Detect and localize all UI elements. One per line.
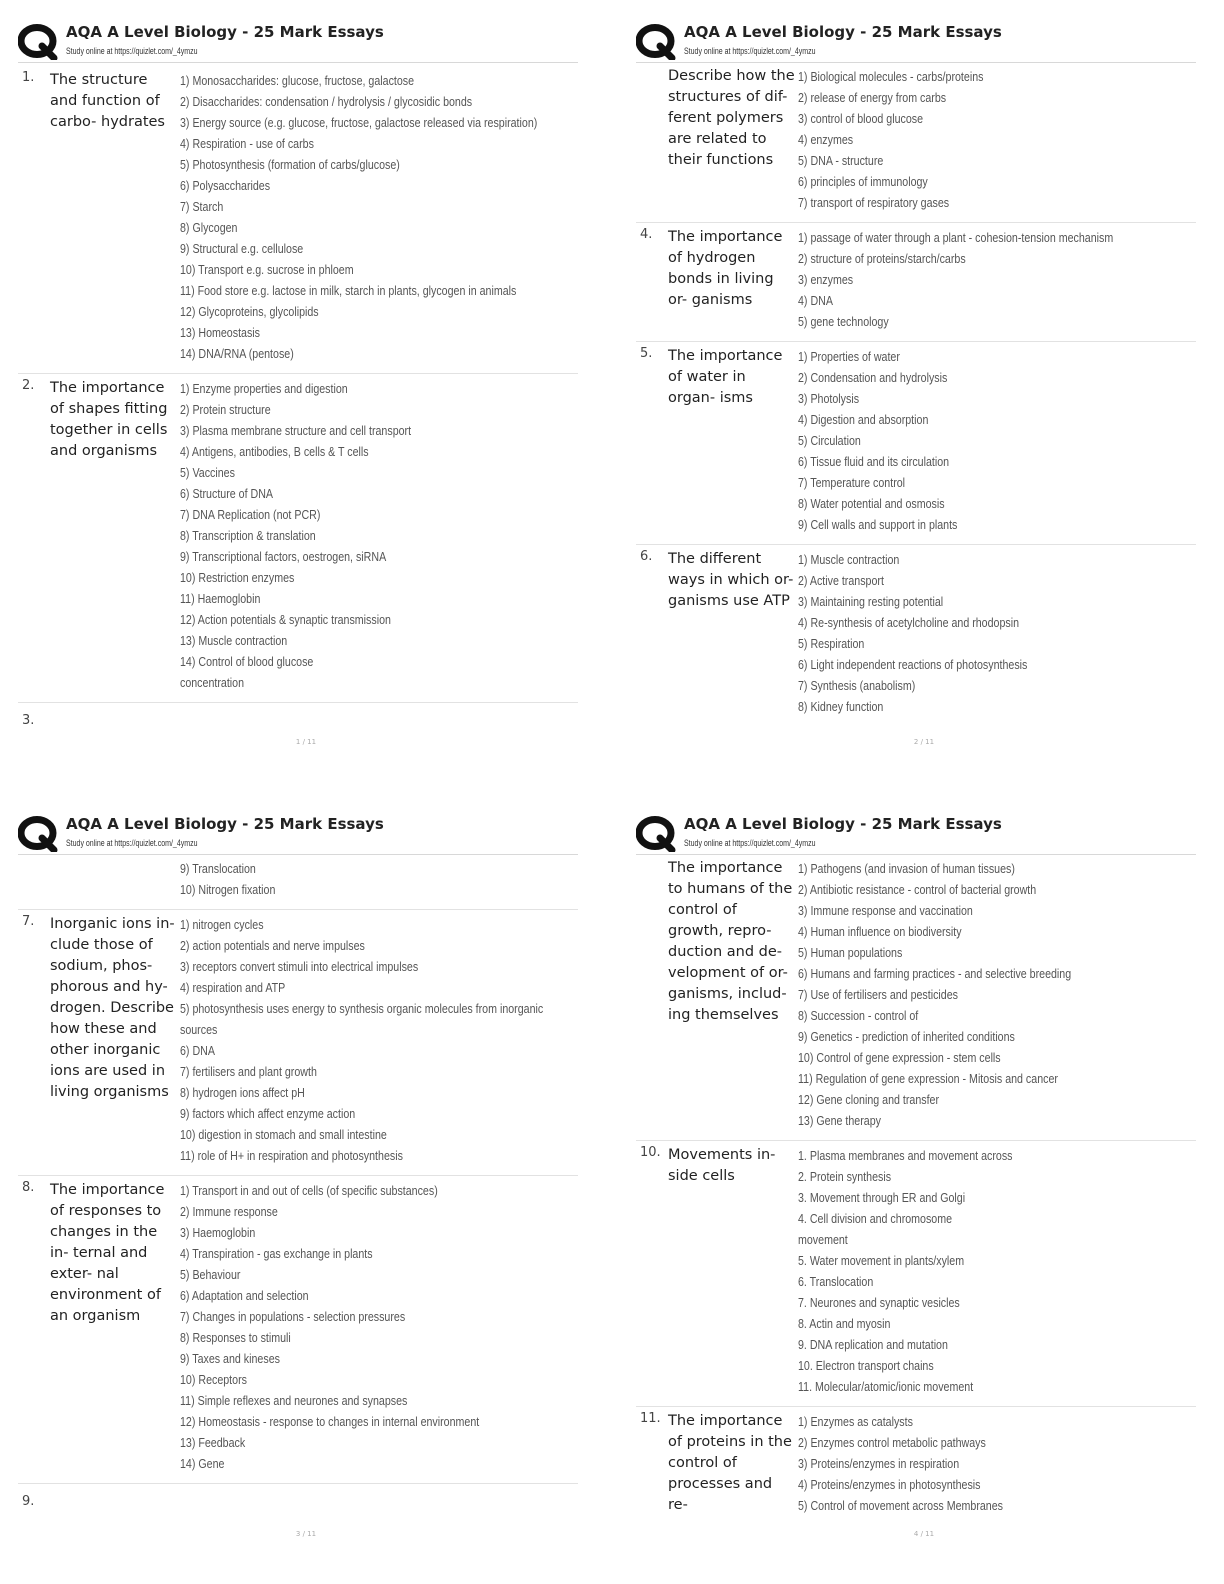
card-definition (798, 1145, 1196, 1397)
definition-line: movement (798, 1232, 848, 1247)
definition-line: 4) Re-synthesis of acetylcholine and rhodopsin (798, 615, 1020, 630)
definition-line: 2) Condensation and hydrolysis (798, 370, 948, 385)
document-page-3 (0, 792, 612, 1584)
card-row (636, 342, 1196, 545)
definition-line: 7) Use of fertilisers and pesticides (798, 987, 958, 1002)
definition-line: 2) Active transport (798, 573, 884, 588)
definition-line: 1) Pathogens (and invasion of human tissues) (798, 861, 1015, 876)
definition-line: 14) DNA/RNA (pentose) (180, 346, 294, 361)
card-term: The importance of shapes fitting together in cells and organisms (50, 380, 168, 459)
definition-line: 6) Tissue fluid and its circulation (798, 454, 950, 469)
card-term: The importance of water in organ- isms (668, 348, 783, 406)
definition-line: 10) Receptors (180, 1372, 247, 1387)
page-header (18, 22, 578, 63)
definition-line: 4) Antigens, antibodies, B cells & T cells (180, 444, 369, 459)
definition-line: 3) Photolysis (798, 391, 860, 406)
document-page-4 (618, 792, 1224, 1584)
definition-line: 3) Haemoglobin (180, 1225, 256, 1240)
card-definition (180, 1180, 578, 1474)
definition-line: 10) Restriction enzymes (180, 570, 295, 585)
card-row (636, 545, 1196, 726)
study-online-link[interactable]: Study online at https://quizlet.com/_4ymzu (684, 46, 816, 56)
study-online-link[interactable]: Study online at https://quizlet.com/_4ymzu (66, 46, 198, 56)
definition-line: sources (180, 1022, 218, 1037)
card-row (636, 854, 1196, 1141)
study-online-link[interactable]: Study online at https://quizlet.com/_4ymzu (66, 838, 198, 848)
definition-line: 10) Transport e.g. sucrose in phloem (180, 262, 354, 277)
card-definition (798, 346, 1196, 535)
card-number: 2. (22, 378, 35, 393)
definition-line: 11. Molecular/atomic/ionic movement (798, 1379, 974, 1394)
definition-line: 1) nitrogen cycles (180, 917, 264, 932)
definition-line: 7) transport of respiratory gases (798, 195, 950, 210)
definition-line: 5) Human populations (798, 945, 903, 960)
definition-line: 9) Transcriptional factors, oestrogen, siRNA (180, 549, 387, 564)
card-definition (180, 378, 578, 693)
page-number: 3 / 11 (295, 1530, 317, 1538)
definition-line: 4. Cell division and chromosome (798, 1211, 953, 1226)
definition-line: 1) Properties of water (798, 349, 900, 364)
definition-line: 10) Nitrogen fixation (180, 882, 276, 897)
definition-line: 5) Control of movement across Membranes (798, 1498, 1003, 1513)
card-row (18, 910, 578, 1176)
card-row-continued (18, 1484, 578, 1520)
definition-line: 1) Muscle contraction (798, 552, 900, 567)
card-number: 11. (640, 1411, 661, 1426)
definition-line: 2) action potentials and nerve impulses (180, 938, 365, 953)
definition-line: 6) Humans and farming practices - and selective breeding (798, 966, 1072, 981)
definition-line: 7) DNA Replication (not PCR) (180, 507, 321, 522)
card-definition (798, 66, 1196, 213)
definition-line: 7) Starch (180, 199, 224, 214)
definition-line: 13) Feedback (180, 1435, 246, 1450)
definition-line: 3) enzymes (798, 272, 854, 287)
definition-line: 13) Homeostasis (180, 325, 260, 340)
definition-line: 4) Transpiration - gas exchange in plants (180, 1246, 373, 1261)
definition-line: concentration (180, 675, 245, 690)
card-row (636, 1141, 1196, 1407)
card-definition (180, 914, 578, 1166)
definition-line: 3) Maintaining resting potential (798, 594, 944, 609)
definition-line: 2. Protein synthesis (798, 1169, 892, 1184)
definition-line: 12) Homeostasis - response to changes in internal environment (180, 1414, 480, 1429)
definition-line: 4) Proteins/enzymes in photosynthesis (798, 1477, 981, 1492)
definition-line: 5) Photosynthesis (formation of carbs/glucose) (180, 157, 400, 172)
page-number: 2 / 11 (913, 738, 935, 746)
definition-line: 8. Actin and myosin (798, 1316, 891, 1331)
page-title: AQA A Level Biology - 25 Mark Essays (684, 23, 1002, 41)
card-row-continued (18, 703, 578, 739)
definition-line: 9) Taxes and kineses (180, 1351, 280, 1366)
card-row (636, 62, 1196, 223)
definition-line: 6) Structure of DNA (180, 486, 274, 501)
card-list (18, 854, 578, 1520)
definition-line: 14) Control of blood glucose (180, 654, 314, 669)
card-number: 8. (22, 1180, 35, 1195)
definition-line: 9) Genetics - prediction of inherited conditions (798, 1029, 1015, 1044)
definition-line: 14) Gene (180, 1456, 225, 1471)
definition-line: 8) Succession - control of (798, 1008, 919, 1023)
card-definition (798, 858, 1196, 1131)
definition-line: 2) Antibiotic resistance - control of bacterial growth (798, 882, 1037, 897)
definition-line: 11) Food store e.g. lactose in milk, starch in plants, glycogen in animals (180, 283, 517, 298)
page-header (636, 814, 1196, 855)
definition-line: 4) Human influence on biodiversity (798, 924, 962, 939)
page-title: AQA A Level Biology - 25 Mark Essays (66, 815, 384, 833)
definition-line: 12) Gene cloning and transfer (798, 1092, 940, 1107)
definition-line: 3) Energy source (e.g. glucose, fructose, galactose released via respiration) (180, 115, 538, 130)
definition-line: 10. Electron transport chains (798, 1358, 934, 1373)
card-row (636, 1407, 1196, 1525)
definition-line: 6) Polysaccharides (180, 178, 271, 193)
document-page-1 (0, 0, 612, 792)
definition-line: 8) Water potential and osmosis (798, 496, 945, 511)
definition-line: 1) passage of water through a plant - cohesion-tension mechanism (798, 230, 1114, 245)
card-row (18, 1176, 578, 1484)
card-list (636, 854, 1196, 1525)
definition-line: 7. Neurones and synaptic vesicles (798, 1295, 960, 1310)
quizlet-logo-icon (636, 24, 676, 60)
card-number: 3. (22, 713, 35, 728)
definition-line: 8) Glycogen (180, 220, 238, 235)
definition-line: 5. Water movement in plants/xylem (798, 1253, 965, 1268)
definition-line: 3) Immune response and vaccination (798, 903, 973, 918)
definition-line: 10) digestion in stomach and small intestine (180, 1127, 387, 1142)
card-list (18, 66, 578, 739)
definition-line: 5) gene technology (798, 314, 889, 329)
card-term: The importance of hydrogen bonds in living or- ganisms (668, 229, 783, 308)
definition-line: 1) Transport in and out of cells (of specific substances) (180, 1183, 438, 1198)
definition-line: 9) Translocation (180, 861, 256, 876)
definition-line: 2) Protein structure (180, 402, 271, 417)
definition-line: 13) Gene therapy (798, 1113, 881, 1128)
card-number: 4. (640, 227, 653, 242)
card-term: The importance of responses to changes in the in- ternal and exter- nal environment of an organism (50, 1182, 165, 1324)
card-number: 5. (640, 346, 653, 361)
definition-line: 7) Synthesis (anabolism) (798, 678, 916, 693)
card-number: 7. (22, 914, 35, 929)
definition-line: 12) Glycoproteins, glycolipids (180, 304, 319, 319)
definition-line: 12) Action potentials & synaptic transmission (180, 612, 391, 627)
definition-line: 6) DNA (180, 1043, 215, 1058)
definition-line: 3) receptors convert stimuli into electrical impulses (180, 959, 419, 974)
definition-line: 5) Circulation (798, 433, 861, 448)
definition-line: 5) photosynthesis uses energy to synthesis organic molecules from inorganic (180, 1001, 544, 1016)
definition-line: 11) Regulation of gene expression - Mitosis and cancer (798, 1071, 1058, 1086)
definition-line: 7) fertilisers and plant growth (180, 1064, 317, 1079)
card-definition (798, 227, 1196, 332)
definition-line: 1) Biological molecules - carbs/proteins (798, 69, 984, 84)
definition-line: 2) Enzymes control metabolic pathways (798, 1435, 986, 1450)
document-page-2 (618, 0, 1224, 792)
card-term: The different ways in which or- ganisms use ATP (668, 551, 794, 609)
card-number: 6. (640, 549, 653, 564)
definition-line: 4) respiration and ATP (180, 980, 286, 995)
definition-line: 3) Plasma membrane structure and cell transport (180, 423, 412, 438)
card-row (18, 854, 578, 910)
definition-line: 8) Responses to stimuli (180, 1330, 291, 1345)
definition-line: 8) hydrogen ions affect pH (180, 1085, 305, 1100)
definition-line: 2) release of energy from carbs (798, 90, 947, 105)
study-online-link[interactable]: Study online at https://quizlet.com/_4ymzu (684, 838, 816, 848)
definition-line: 7) Temperature control (798, 475, 906, 490)
card-term: The importance to humans of the control of growth, repro- duction and de- velopment of or- ganisms, includ- ing themselves (668, 860, 793, 1023)
page-header (636, 22, 1196, 63)
definition-line: 6) principles of immunology (798, 174, 928, 189)
definition-line: 4) Digestion and absorption (798, 412, 929, 427)
card-number: 10. (640, 1145, 661, 1160)
definition-line: 7) Changes in populations - selection pressures (180, 1309, 406, 1324)
definition-line: 2) structure of proteins/starch/carbs (798, 251, 966, 266)
page-header (18, 814, 578, 855)
page-number: 1 / 11 (295, 738, 317, 746)
definition-line: 6) Light independent reactions of photosynthesis (798, 657, 1028, 672)
quizlet-logo-icon (18, 24, 58, 60)
page-title: AQA A Level Biology - 25 Mark Essays (66, 23, 384, 41)
definition-line: 6. Translocation (798, 1274, 874, 1289)
definition-line: 3) control of blood glucose (798, 111, 924, 126)
definition-line: 1) Enzyme properties and digestion (180, 381, 348, 396)
definition-line: 9) factors which affect enzyme action (180, 1106, 356, 1121)
page-title: AQA A Level Biology - 25 Mark Essays (684, 815, 1002, 833)
definition-line: 10) Control of gene expression - stem cells (798, 1050, 1001, 1065)
definition-line: 8) Kidney function (798, 699, 884, 714)
definition-line: 5) DNA - structure (798, 153, 884, 168)
card-definition (798, 549, 1196, 717)
definition-line: 5) Behaviour (180, 1267, 241, 1282)
quizlet-logo-icon (18, 816, 58, 852)
definition-line: 11) Haemoglobin (180, 591, 261, 606)
page-number: 4 / 11 (913, 1530, 935, 1538)
definition-line: 3) Proteins/enzymes in respiration (798, 1456, 960, 1471)
definition-line: 13) Muscle contraction (180, 633, 288, 648)
card-term: Describe how the structures of dif- ferent polymers are related to their functions (668, 68, 795, 168)
definition-line: 9) Cell walls and support in plants (798, 517, 958, 532)
definition-line: 1) Enzymes as catalysts (798, 1414, 913, 1429)
card-list (636, 62, 1196, 726)
definition-line: 2) Disaccharides: condensation / hydrolysis / glycosidic bonds (180, 94, 473, 109)
definition-line: 11) role of H+ in respiration and photosynthesis (180, 1148, 403, 1163)
card-definition (798, 1411, 1196, 1516)
quizlet-logo-icon (636, 816, 676, 852)
definition-line: 9) Structural e.g. cellulose (180, 241, 304, 256)
definition-line: 4) Respiration - use of carbs (180, 136, 314, 151)
card-row (18, 374, 578, 703)
card-term: The importance of proteins in the control of processes and re- (668, 1413, 792, 1513)
definition-line: 5) Vaccines (180, 465, 235, 480)
card-row (636, 223, 1196, 342)
definition-line: 4) DNA (798, 293, 833, 308)
definition-line: 8) Transcription & translation (180, 528, 316, 543)
card-number: 1. (22, 70, 35, 85)
definition-line: 1) Monosaccharides: glucose, fructose, galactose (180, 73, 415, 88)
definition-line: 3. Movement through ER and Golgi (798, 1190, 966, 1205)
definition-line: 1. Plasma membranes and movement across (798, 1148, 1013, 1163)
card-number: 9. (22, 1494, 35, 1509)
card-definition (180, 858, 578, 900)
card-definition (180, 70, 578, 364)
definition-line: 2) Immune response (180, 1204, 278, 1219)
card-row (18, 66, 578, 374)
definition-line: 11) Simple reflexes and neurones and synapses (180, 1393, 408, 1408)
card-term: Movements in- side cells (668, 1147, 776, 1184)
definition-line: 6) Adaptation and selection (180, 1288, 309, 1303)
definition-line: 5) Respiration (798, 636, 865, 651)
definition-line: 4) enzymes (798, 132, 854, 147)
card-term: The structure and function of carbo- hydrates (50, 72, 165, 130)
card-term: Inorganic ions in- clude those of sodium, phos- phorous and hy- drogen. Describe how these and other inorganic ions are used in living organisms (50, 916, 175, 1100)
definition-line: 9. DNA replication and mutation (798, 1337, 948, 1352)
